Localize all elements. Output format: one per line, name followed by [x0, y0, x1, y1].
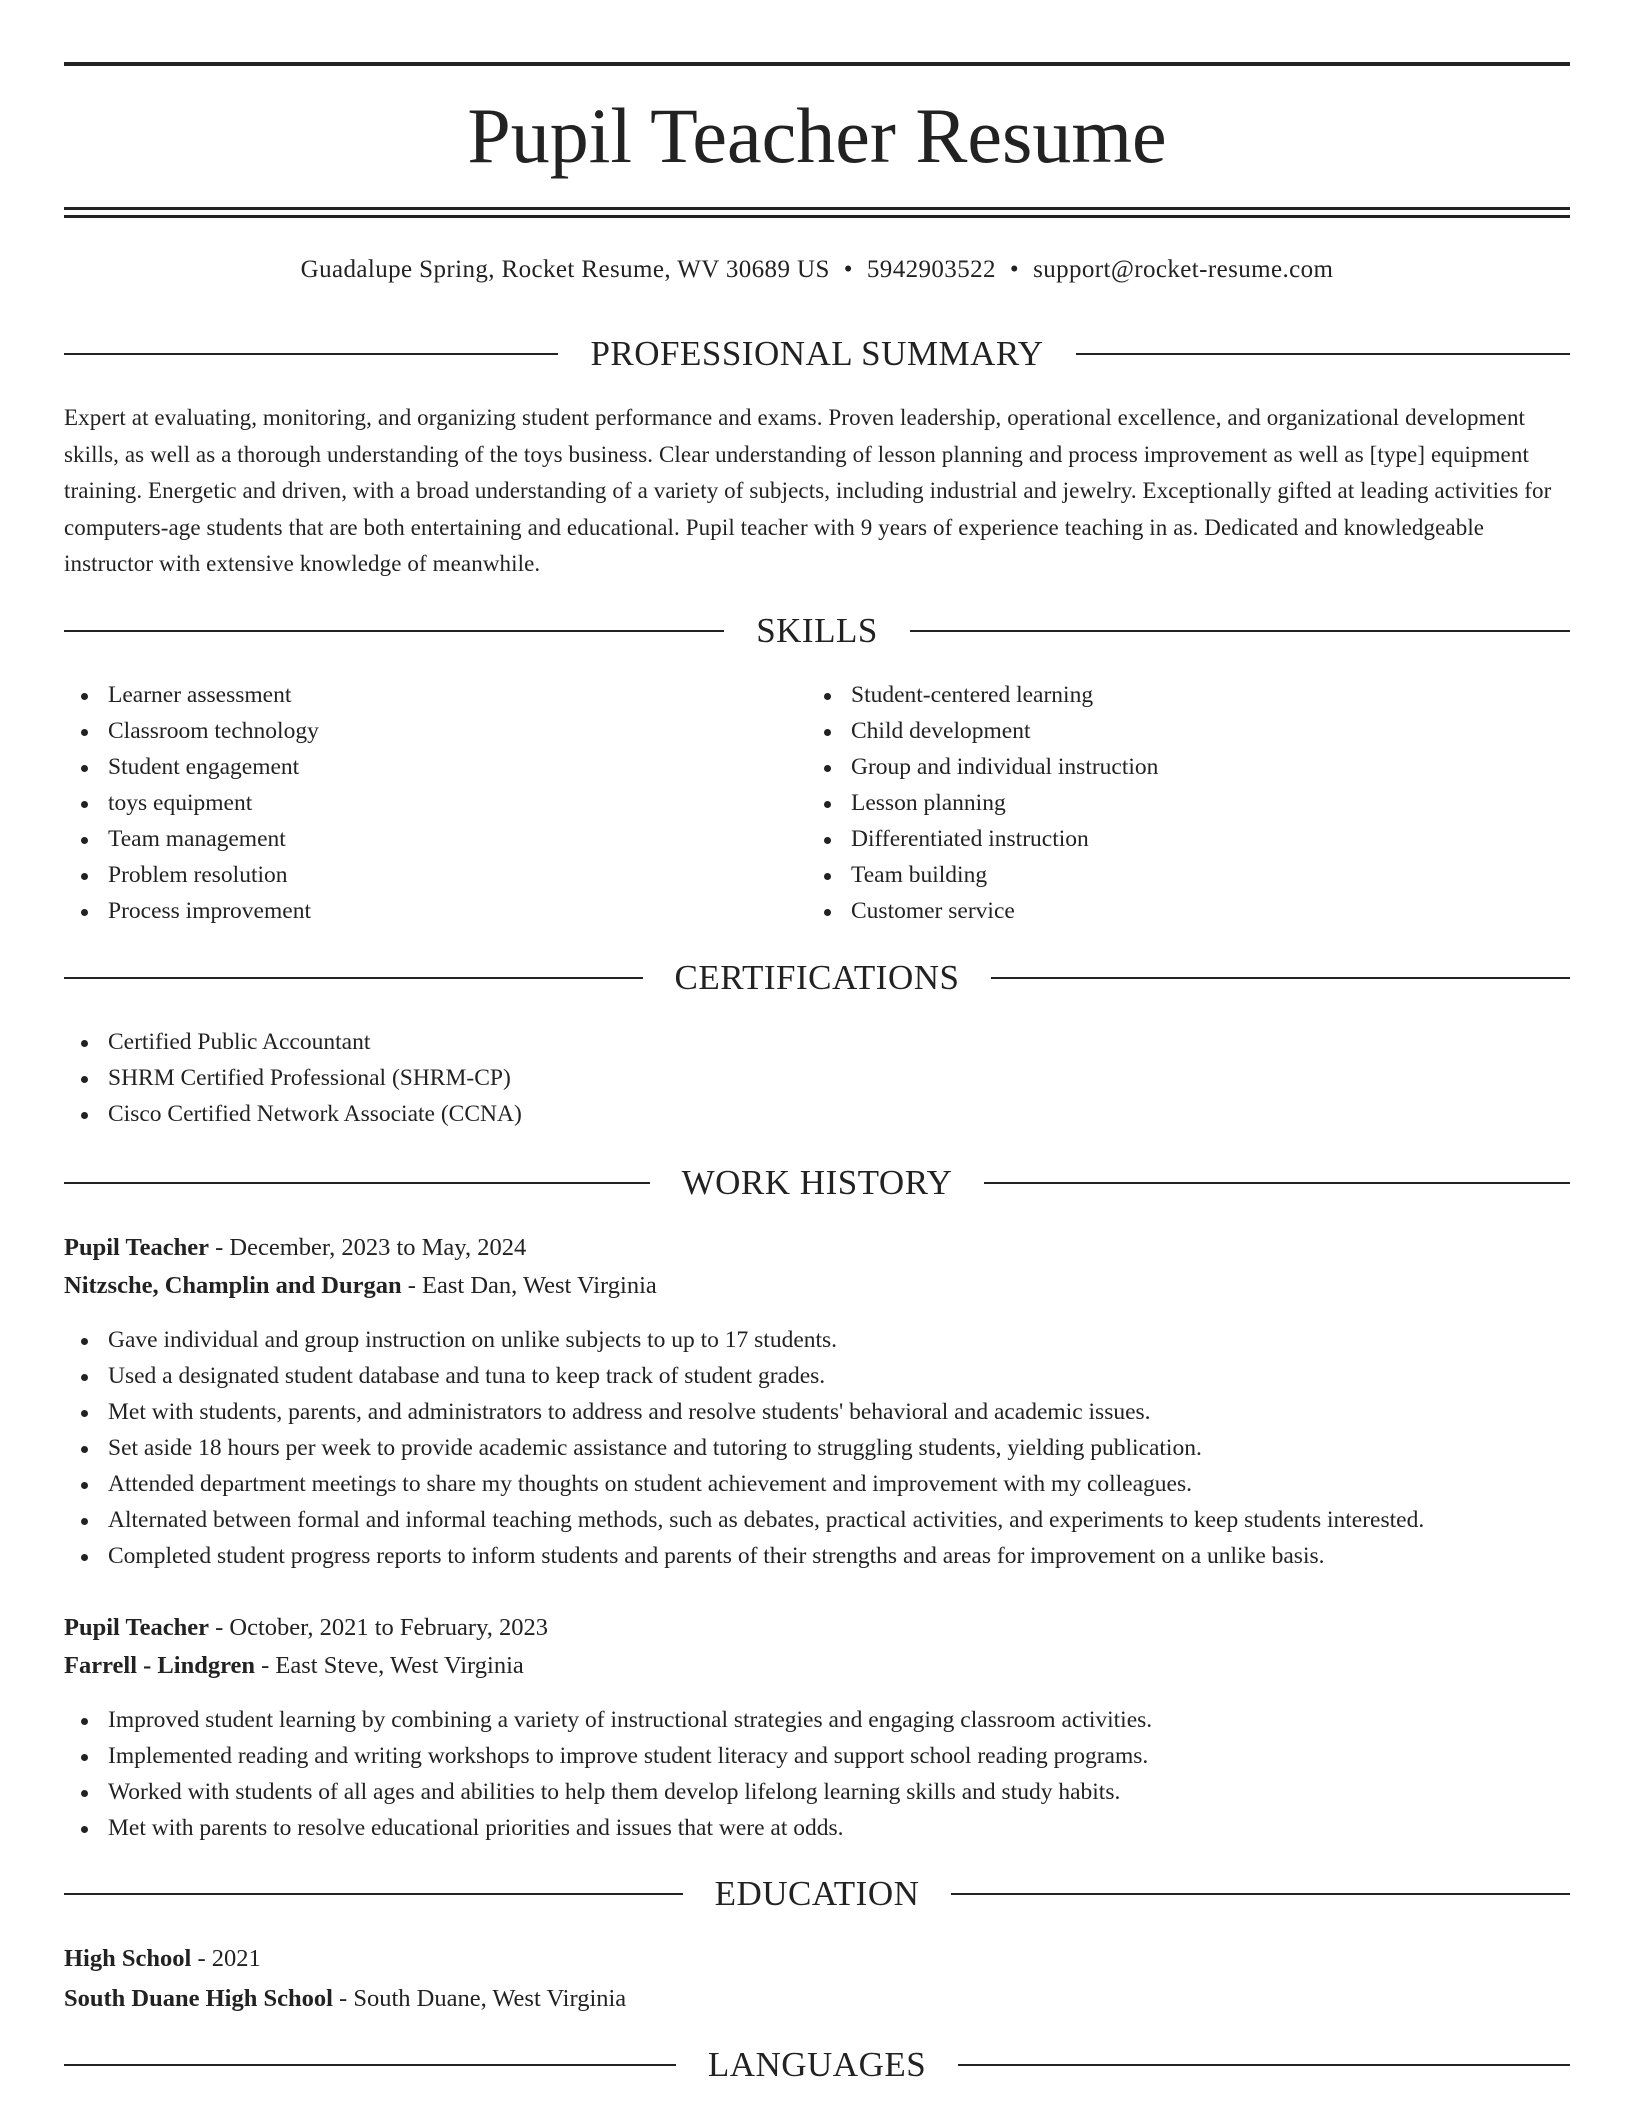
section-rule — [951, 1893, 1570, 1895]
certification-item: Cisco Certified Network Associate (CCNA) — [64, 1096, 1570, 1132]
section-rule — [984, 1182, 1570, 1184]
certification-item: Certified Public Accountant — [64, 1024, 1570, 1060]
section-rule — [64, 977, 643, 979]
skill-item: Problem resolution — [64, 857, 804, 893]
skill-item: Student-centered learning — [807, 677, 1547, 713]
job-title-line — [64, 1609, 1570, 1647]
header-double-rule-lower — [64, 215, 1570, 218]
dash: - — [197, 1945, 206, 1972]
job-duty-item: Met with students, parents, and administrators to address and resolve students' behavioral and academic issues. — [64, 1394, 1570, 1430]
skills-list-left — [64, 677, 804, 929]
job-dates: October, 2021 to February, 2023 — [229, 1614, 548, 1641]
section-heading-label: EDUCATION — [714, 1874, 920, 1913]
section-heading-label: CERTIFICATIONS — [674, 958, 960, 997]
job-location: East Dan, West Virginia — [422, 1272, 657, 1299]
section-rule — [64, 1893, 683, 1895]
job-duty-item: Completed student progress reports to inform students and parents of their strengths and areas for improvement on a unlike basis. — [64, 1538, 1570, 1574]
skill-item: Child development — [807, 713, 1547, 749]
job-duties-list — [64, 1322, 1570, 1574]
education-school-line — [64, 1980, 1570, 2018]
job-duties-list — [64, 1702, 1570, 1846]
job-duty-item: Set aside 18 hours per week to provide academic assistance and tutoring to struggling students, yielding publication. — [64, 1430, 1570, 1466]
section-rule — [64, 630, 724, 632]
certifications-list — [64, 1024, 1570, 1132]
education-year: 2021 — [211, 1945, 261, 1972]
job-duty-item: Improved student learning by combining a variety of instructional strategies and engaging classroom activities. — [64, 1702, 1570, 1738]
dash: - — [215, 1234, 224, 1261]
job-duty-item: Used a designated student database and tuna to keep track of student grades. — [64, 1358, 1570, 1394]
education-location: South Duane, West Virginia — [353, 1985, 627, 2012]
section-heading-languages — [64, 2042, 1570, 2088]
skill-item: Student engagement — [64, 749, 804, 785]
job-title-line — [64, 1229, 1570, 1267]
job-location: East Steve, West Virginia — [275, 1652, 524, 1679]
skill-item: Process improvement — [64, 893, 804, 929]
section-rule — [64, 2064, 676, 2066]
contact-address: Guadalupe Spring, Rocket Resume, WV 30689 US — [300, 256, 830, 283]
skill-item: Customer service — [807, 893, 1547, 929]
contact-separator: • — [843, 256, 853, 283]
dash: - — [215, 1614, 224, 1641]
section-heading-certifications — [64, 955, 1570, 1001]
skill-item: Lesson planning — [807, 785, 1547, 821]
section-heading-label: LANGUAGES — [707, 2045, 927, 2084]
job-company-line — [64, 1267, 1570, 1305]
job-company: Nitzsche, Champlin and Durgan — [64, 1272, 402, 1299]
section-heading-skills — [64, 608, 1570, 654]
skills-list-right — [807, 677, 1547, 929]
education-degree-line — [64, 1940, 1570, 1978]
skill-item: Classroom technology — [64, 713, 804, 749]
header-double-rule-upper — [64, 207, 1570, 210]
dash: - — [407, 1272, 416, 1299]
header-top-rule — [64, 62, 1570, 66]
section-heading-label: SKILLS — [756, 611, 878, 650]
job-duty-item: Gave individual and group instruction on unlike subjects to up to 17 students. — [64, 1322, 1570, 1358]
job-duty-item: Met with parents to resolve educational priorities and issues that were at odds. — [64, 1810, 1570, 1846]
job-company-line — [64, 1647, 1570, 1685]
skill-item: Team management — [64, 821, 804, 857]
resume-title: Pupil Teacher Resume — [467, 92, 1167, 179]
job-duty-item: Worked with students of all ages and abilities to help them develop lifelong learning skills and study habits. — [64, 1774, 1570, 1810]
skill-item: Learner assessment — [64, 677, 804, 713]
job-title: Pupil Teacher — [64, 1614, 209, 1641]
certification-item: SHRM Certified Professional (SHRM-CP) — [64, 1060, 1570, 1096]
skill-item: toys equipment — [64, 785, 804, 821]
summary-paragraph: Expert at evaluating, monitoring, and organizing student performance and exams. Proven leadership, operational excellence, and organizational development skills, as well as a thorough understanding of the toys business. Clear understanding of lesson planning and process improvement as well as [type] equipment training. Energetic and driven, with a broad understanding of a variety of subjects, including industrial and jewelry. Exceptionally gifted at leading activities for computers-age students that are both entertaining and educational. Pupil teacher with 9 years of experience teaching in as. Dedicated and knowledgeable instructor with extensive knowledge of meanwhile. — [64, 405, 1552, 576]
section-heading-summary — [64, 331, 1570, 377]
section-rule — [958, 2064, 1570, 2066]
skill-item: Team building — [807, 857, 1547, 893]
skill-item: Group and individual instruction — [807, 749, 1547, 785]
contact-separator: • — [1009, 256, 1020, 283]
job-duty-item: Implemented reading and writing workshops to improve student literacy and support school reading programs. — [64, 1738, 1570, 1774]
job-title: Pupil Teacher — [64, 1234, 209, 1261]
job-duty-item: Attended department meetings to share my thoughts on student achievement and improvement with my colleagues. — [64, 1466, 1570, 1502]
section-rule — [1076, 353, 1570, 355]
contact-phone: 5942903522 — [866, 256, 996, 283]
dash: - — [339, 1985, 348, 2012]
section-heading-education — [64, 1871, 1570, 1917]
section-rule — [910, 630, 1570, 632]
job-dates: December, 2023 to May, 2024 — [229, 1234, 527, 1261]
skill-item: Differentiated instruction — [807, 821, 1547, 857]
dash: - — [261, 1652, 270, 1679]
contact-line — [64, 252, 1570, 288]
section-heading-label: PROFESSIONAL SUMMARY — [590, 334, 1044, 373]
section-rule — [64, 1182, 650, 1184]
education-school: South Duane High School — [64, 1985, 333, 2012]
section-heading-label: WORK HISTORY — [681, 1163, 953, 1202]
job-company: Farrell - Lindgren — [64, 1652, 255, 1679]
education-degree: High School — [64, 1945, 192, 1972]
contact-email: support@rocket-resume.com — [1033, 256, 1334, 283]
section-rule — [64, 353, 558, 355]
section-rule — [991, 977, 1570, 979]
job-duty-item: Alternated between formal and informal teaching methods, such as debates, practical activities, and experiments to keep students interested. — [64, 1502, 1570, 1538]
section-heading-work-history — [64, 1160, 1570, 1206]
